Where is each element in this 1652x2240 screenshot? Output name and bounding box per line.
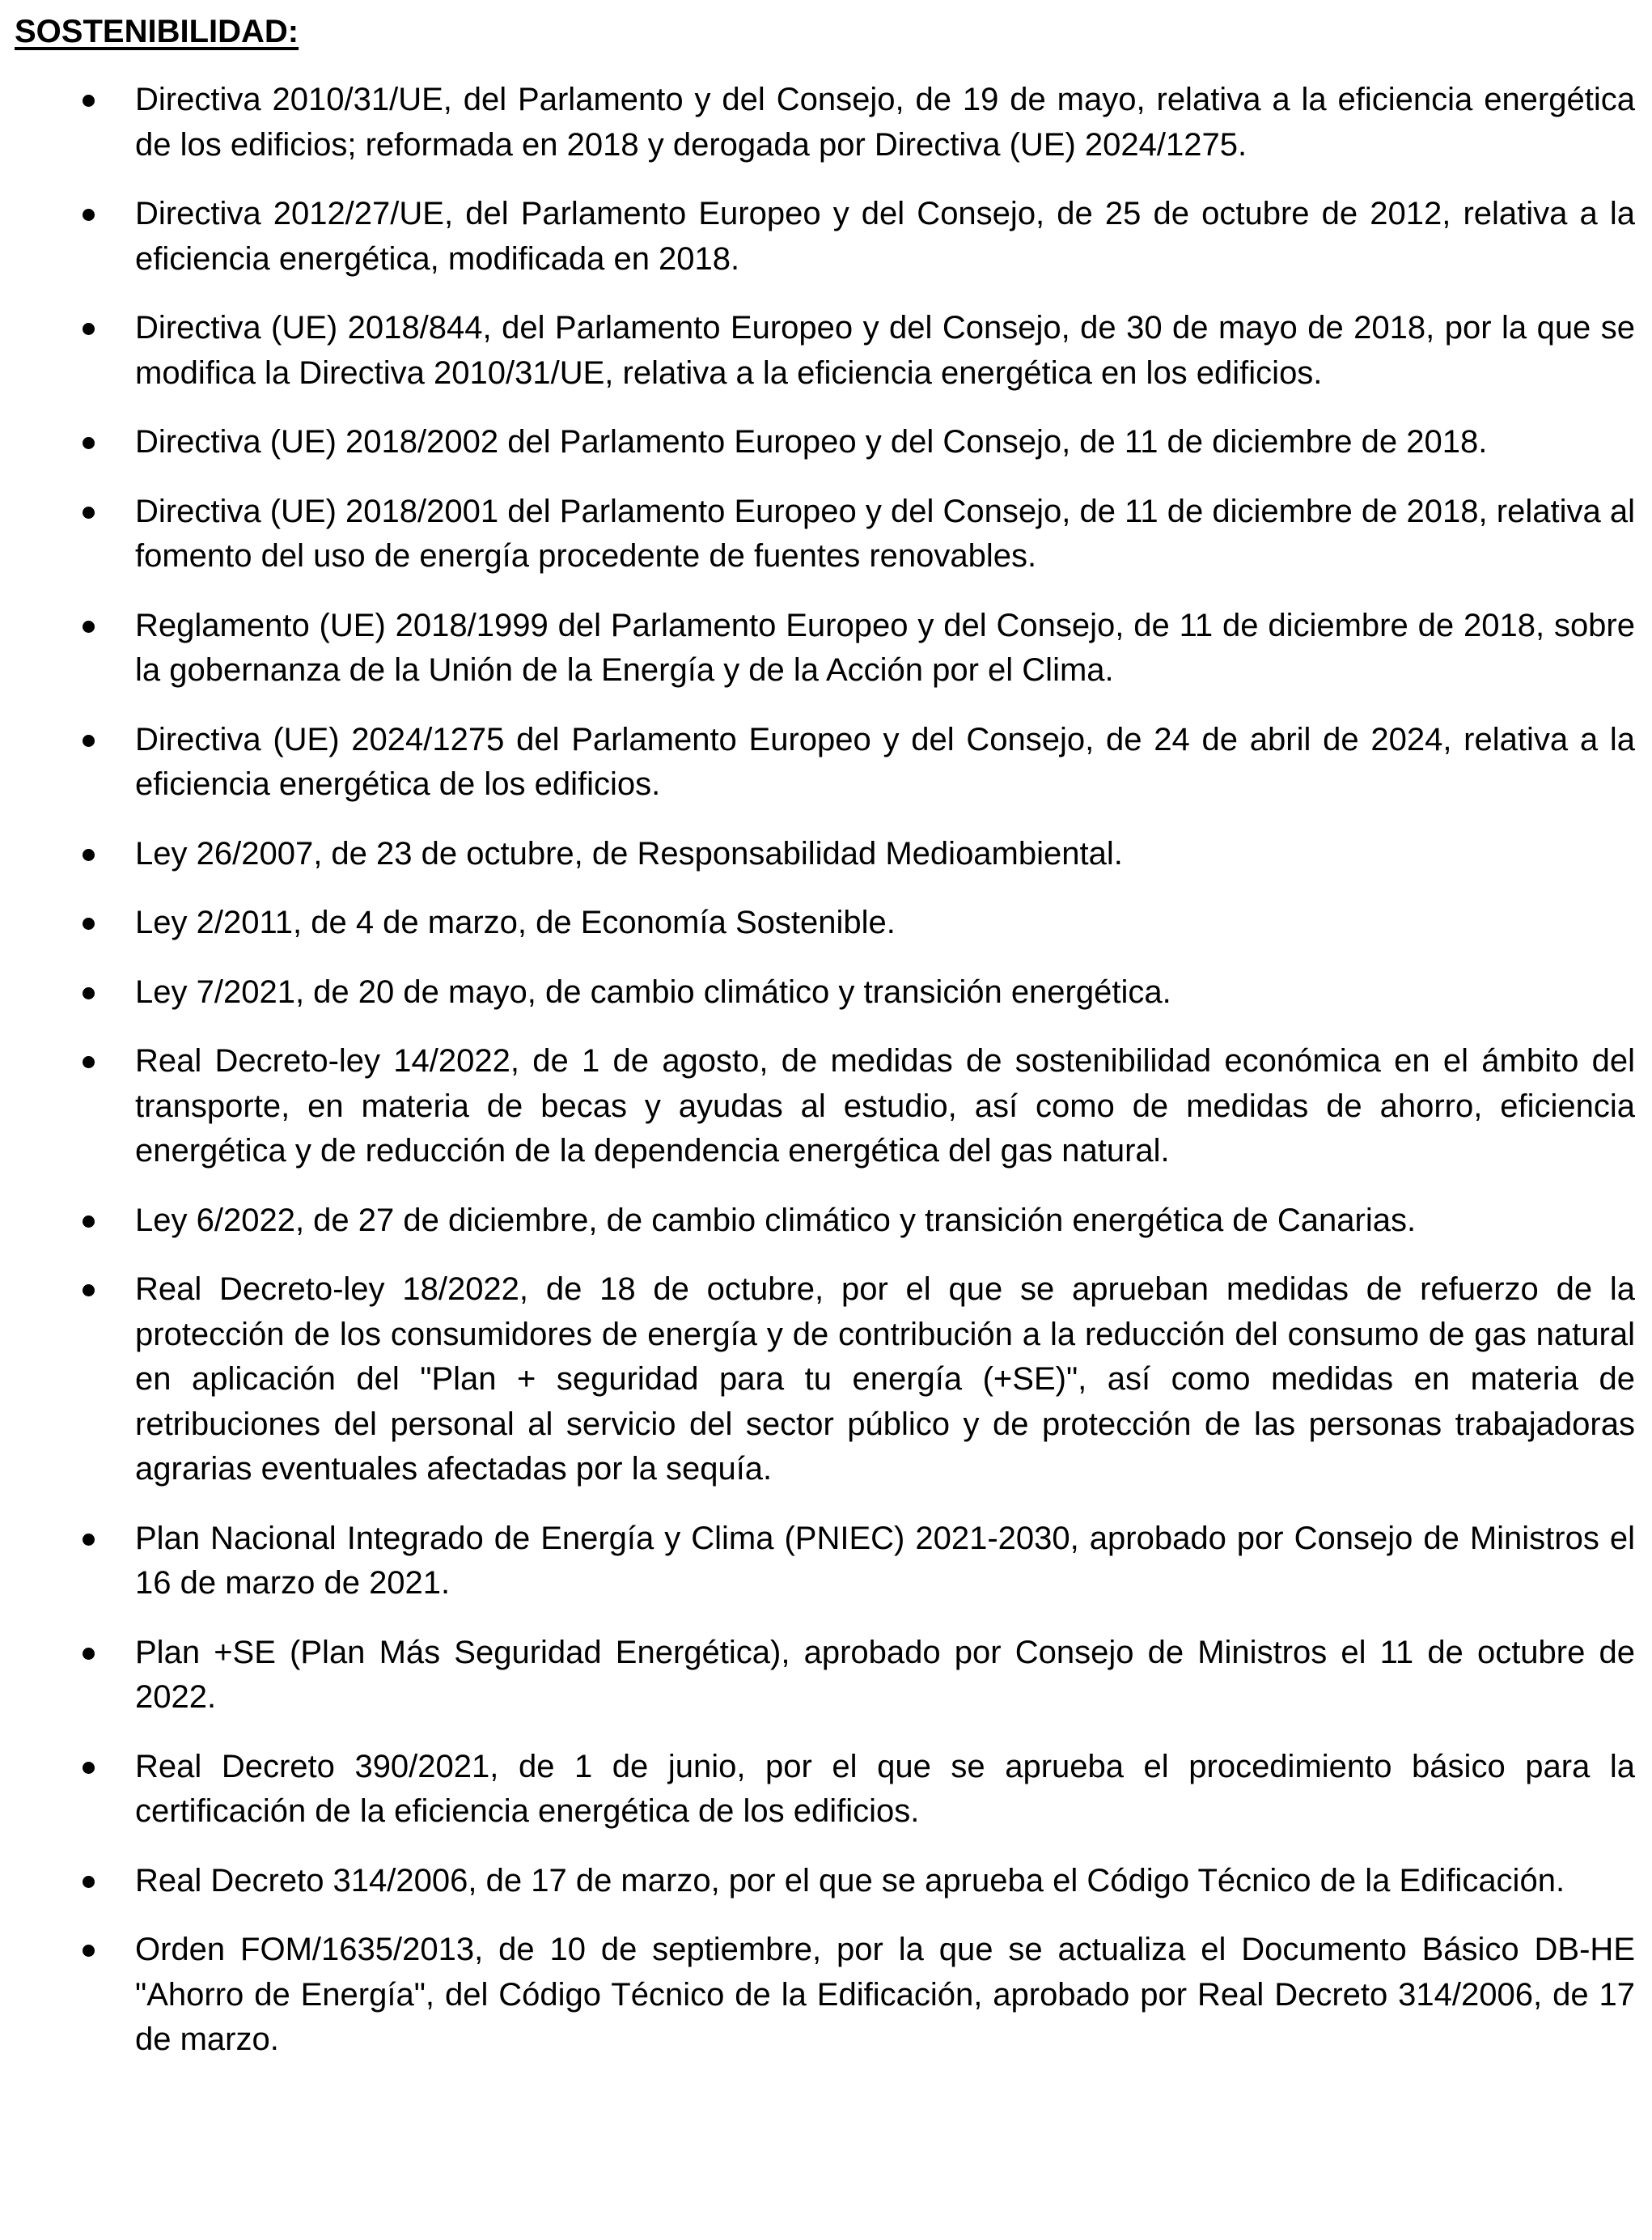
list-item	[15, 1928, 1635, 2063]
bullet-icon	[83, 437, 95, 449]
bullet-icon	[83, 987, 95, 999]
list-item-text: Real Decreto-ley 18/2022, de 18 de octubre, por el que se aprueban medidas de refuerzo de la protección de los consumidores de energía y de contribución a la reducción del consumo de gas natural en aplicación del "Plan + seguridad para tu energía (+SE)", así como medidas en materia de retribuciones del personal al servicio del sector público y de protección de las personas trabajadoras agrarias eventuales afectadas por la sequía.	[135, 1271, 1635, 1487]
list-item-text: Real Decreto-ley 14/2022, de 1 de agosto, de medidas de sostenibilidad económica en el ámbito del transporte, en materia de becas y ayudas al estudio, así como de medidas de ahorro, eficiencia energética y de reducción de la dependencia energética del gas natural.	[135, 1043, 1635, 1169]
list-item-text: Directiva (UE) 2024/1275 del Parlamento Europeo y del Consejo, de 24 de abril de 2024, relativa a la eficiencia energética de los edificios.	[135, 721, 1635, 802]
list-item-text: Ley 2/2011, de 4 de marzo, de Economía Sostenible.	[135, 905, 896, 940]
regulation-list	[15, 78, 1635, 2063]
list-item	[15, 1631, 1635, 1720]
bullet-icon	[83, 95, 95, 107]
list-item	[15, 490, 1635, 579]
list-item-text: Orden FOM/1635/2013, de 10 de septiembre, por la que se actualiza el Documento Básico DB-HE "Ahorro de Energía", del Código Técnico de la Edificación, aprobado por Real Decreto 314/2006, de 17 de marzo.	[135, 1932, 1635, 2057]
list-item-text: Ley 26/2007, de 23 de octubre, de Responsabilidad Medioambiental.	[135, 835, 1123, 872]
list-item-text: Directiva (UE) 2018/844, del Parlamento Europeo y del Consejo, de 30 de mayo de 2018, por la que se modifica la Directiva 2010/31/UE, relativa a la eficiencia energética en los edificios.	[135, 310, 1635, 391]
bullet-icon	[83, 209, 95, 221]
list-item-text: Ley 6/2022, de 27 de diciembre, de cambio climático y transición energética de Canarias.	[135, 1202, 1417, 1238]
list-item	[15, 1517, 1635, 1606]
bullet-icon	[83, 1215, 95, 1228]
list-item	[15, 1745, 1635, 1835]
list-item-text: Directiva (UE) 2018/2001 del Parlamento Europeo y del Consejo, de 11 de diciembre de 2018, relativa al fomento del uso de energía procedente de fuentes renovables.	[135, 493, 1635, 574]
list-item-text: Ley 7/2021, de 20 de mayo, de cambio climático y transición energética.	[135, 974, 1171, 1010]
list-item	[15, 832, 1635, 877]
bullet-icon	[83, 735, 95, 747]
section-heading: SOSTENIBILIDAD:	[15, 14, 299, 49]
list-item-text: Real Decreto 314/2006, de 17 de marzo, por el que se aprueba el Código Técnico de la Edificación.	[135, 1862, 1565, 1898]
bullet-icon	[83, 1648, 95, 1660]
list-item-text: Reglamento (UE) 2018/1999 del Parlamento Europeo y del Consejo, de 11 de diciembre de 2018, sobre la gobernanza de la Unión de la Energía y de la Acción por el Clima.	[135, 607, 1635, 688]
list-item	[15, 78, 1635, 168]
list-item-text: Directiva 2010/31/UE, del Parlamento y del Consejo, de 19 de mayo, relativa a la eficiencia energética de los edificios; reformada en 2018 y derogada por Directiva (UE) 2024/1275.	[135, 82, 1635, 163]
bullet-icon	[83, 323, 95, 335]
bullet-icon	[83, 1284, 95, 1296]
bullet-icon	[83, 849, 95, 861]
bullet-icon	[83, 507, 95, 519]
bullet-icon	[83, 1876, 95, 1888]
list-item	[15, 718, 1635, 808]
list-item	[15, 192, 1635, 282]
bullet-icon	[83, 1945, 95, 1957]
list-item	[15, 420, 1635, 465]
bullet-icon	[83, 1534, 95, 1546]
list-item-text: Plan +SE (Plan Más Seguridad Energética), aprobado por Consejo de Ministros el 11 de octubre de 2022.	[135, 1634, 1635, 1715]
bullet-icon	[83, 918, 95, 930]
list-item-text: Directiva (UE) 2018/2002 del Parlamento Europeo y del Consejo, de 11 de diciembre de 2018.	[135, 424, 1488, 460]
list-item-text: Real Decreto 390/2021, de 1 de junio, por el que se aprueba el procedimiento básico para la certificación de la eficiencia energética de los edificios.	[135, 1748, 1635, 1829]
list-item	[15, 604, 1635, 694]
list-item	[15, 306, 1635, 396]
bullet-icon	[83, 1056, 95, 1068]
list-item	[15, 901, 1635, 946]
bullet-icon	[83, 1762, 95, 1774]
list-item	[15, 970, 1635, 1016]
list-item-text: Directiva 2012/27/UE, del Parlamento Europeo y del Consejo, de 25 de octubre de 2012, relativa a la eficiencia energética, modificada en 2018.	[135, 196, 1635, 277]
list-item	[15, 1039, 1635, 1174]
list-item-text: Plan Nacional Integrado de Energía y Clima (PNIEC) 2021-2030, aprobado por Consejo de Ministros el 16 de marzo de 2021.	[135, 1520, 1635, 1601]
bullet-icon	[83, 621, 95, 633]
list-item	[15, 1859, 1635, 1904]
list-item	[15, 1267, 1635, 1492]
list-item	[15, 1198, 1635, 1244]
